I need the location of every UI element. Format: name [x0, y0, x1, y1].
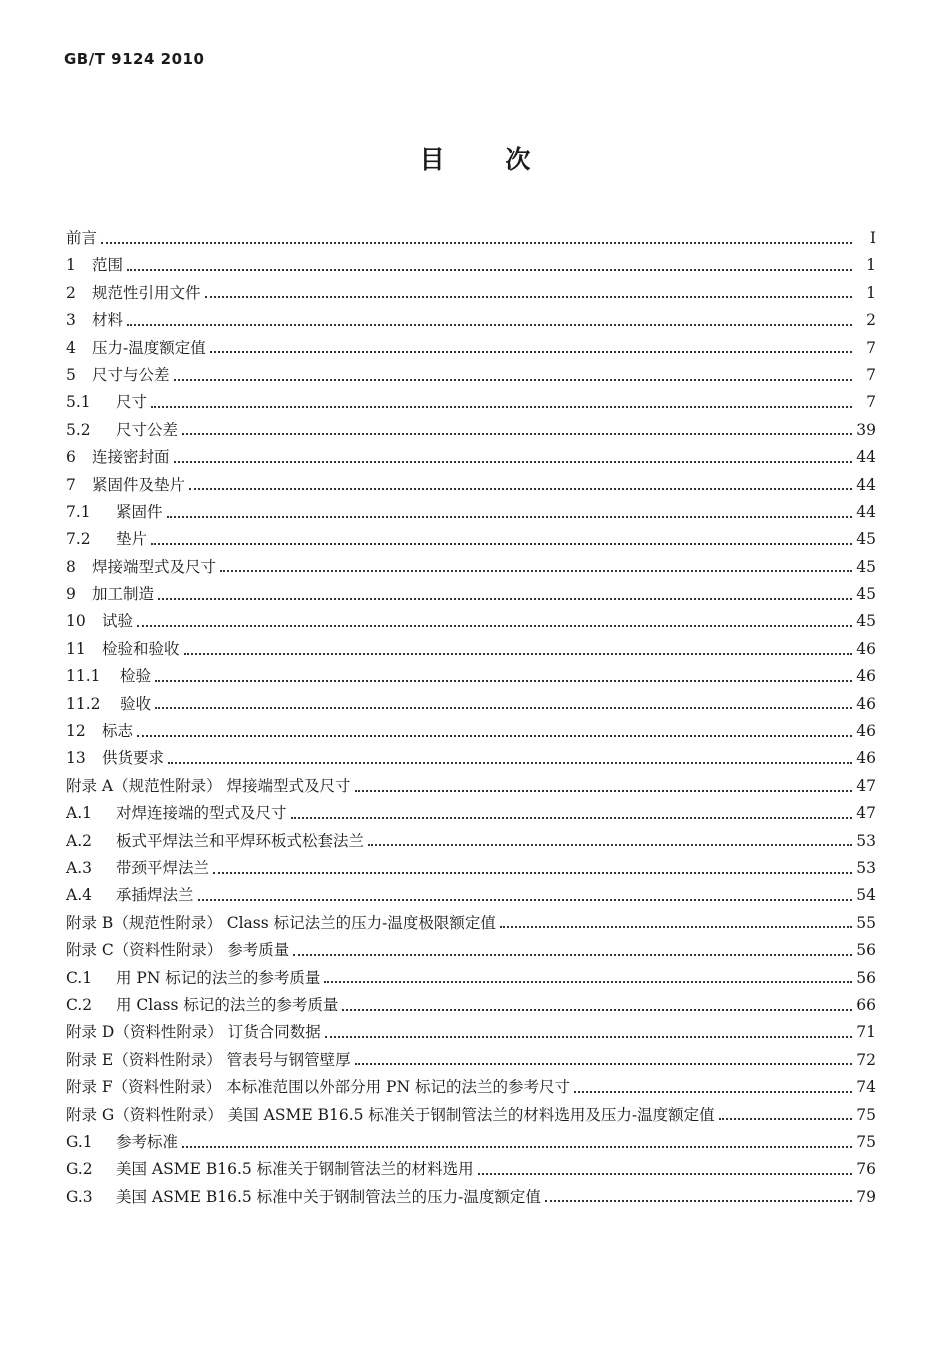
toc-entry[interactable]	[66, 992, 876, 1019]
toc-entry-page: 1	[866, 256, 876, 275]
toc-entry-page: 47	[856, 776, 876, 795]
toc-entry-label: 试验	[102, 612, 134, 631]
toc-entry-number: 5.2	[66, 420, 91, 439]
leader-dots	[293, 954, 852, 956]
title-char-2: 次	[505, 145, 531, 174]
toc-entry-page: 54	[856, 886, 876, 905]
leader-dots	[127, 324, 852, 326]
toc-entry-page: 47	[856, 804, 876, 823]
leader-dots	[189, 488, 852, 490]
toc-entry-label: 带颈平焊法兰	[116, 858, 210, 877]
toc-entry-label: 承插焊法兰	[116, 886, 194, 905]
leader-dots	[291, 817, 852, 819]
leader-dots	[368, 844, 852, 846]
toc-entry[interactable]	[66, 937, 876, 964]
toc-entry-number: 5.1	[66, 393, 91, 412]
toc-entry-page: 79	[856, 1187, 876, 1206]
toc-entry-page: 75	[856, 1132, 876, 1151]
toc-entry-label: 尺寸与公差	[92, 365, 170, 384]
toc-entry-number: 11	[66, 639, 86, 658]
toc-entry-number: 1	[66, 256, 76, 275]
toc-entry[interactable]	[66, 581, 876, 608]
toc-entry[interactable]	[66, 1184, 876, 1211]
toc-entry-label: 连接密封面	[92, 448, 170, 467]
toc-entry-label: 参考标准	[116, 1132, 179, 1151]
leader-dots	[355, 1063, 852, 1065]
toc-entry[interactable]	[66, 828, 876, 855]
toc-entry-label: 材料	[92, 311, 124, 330]
toc-entry-label: 尺寸公差	[116, 420, 179, 439]
toc-entry-page: 7	[866, 365, 876, 384]
leader-dots	[151, 406, 852, 408]
leader-dots	[137, 735, 852, 737]
toc-entry-label: 压力-温度额定值	[92, 338, 206, 357]
toc-entry[interactable]	[66, 608, 876, 635]
toc-entry-page: 44	[856, 475, 876, 494]
toc-entry-page: Ⅰ	[869, 229, 876, 247]
toc-entry-page: 39	[856, 420, 876, 439]
leader-dots	[205, 296, 852, 298]
toc-entry-label: 检验	[120, 667, 152, 686]
leader-dots	[155, 707, 852, 709]
toc-entry[interactable]	[66, 280, 876, 307]
toc-entry-page: 71	[856, 1023, 876, 1042]
toc-entry-number: C.2	[66, 995, 93, 1014]
toc-entry-page: 45	[856, 585, 876, 604]
toc-entry-page: 46	[856, 749, 876, 768]
toc-entry-page: 45	[856, 530, 876, 549]
toc-entry-page: 72	[856, 1050, 876, 1069]
toc-entry[interactable]	[66, 1074, 876, 1101]
table-of-contents	[66, 225, 876, 1211]
toc-entry-number: G.2	[66, 1160, 93, 1179]
toc-entry[interactable]	[66, 499, 876, 526]
toc-entry-number: 11.1	[66, 667, 101, 686]
toc-entry-label: 紧固件	[116, 502, 163, 521]
toc-entry[interactable]	[66, 1047, 876, 1074]
toc-entry[interactable]	[66, 252, 876, 279]
toc-entry-number: 13	[66, 749, 86, 768]
toc-entry-page: 76	[856, 1160, 876, 1179]
toc-entry-number: A.4	[66, 886, 92, 905]
toc-entry[interactable]	[66, 554, 876, 581]
leader-dots	[174, 461, 852, 463]
toc-entry[interactable]	[66, 745, 876, 772]
toc-entry-number: 9	[66, 585, 76, 604]
leader-dots	[198, 899, 852, 901]
toc-entry-number: 7	[66, 475, 76, 494]
toc-entry-label: 附录 E（资料性附录） 管表号与钢管壁厚	[66, 1050, 351, 1069]
toc-entry[interactable]	[66, 636, 876, 663]
page-title	[0, 140, 950, 176]
leader-dots	[325, 1036, 852, 1038]
toc-entry-label: 美国 ASME B16.5 标准中关于钢制管法兰的压力-温度额定值	[116, 1187, 541, 1206]
toc-entry[interactable]	[66, 800, 876, 827]
toc-entry-label: 紧固件及垫片	[92, 475, 186, 494]
toc-entry-page: 45	[856, 612, 876, 631]
toc-entry-label: 附录 F（资料性附录） 本标准范围以外部分用 PN 标记的法兰的参考尺寸	[66, 1078, 570, 1097]
toc-entry-label: 附录 D（资料性附录） 订货合同数据	[66, 1023, 321, 1042]
toc-entry-number: 7.1	[66, 502, 91, 521]
leader-dots	[182, 433, 852, 435]
toc-entry[interactable]	[66, 1102, 876, 1129]
leader-dots	[355, 790, 852, 792]
toc-entry-label: 对焊连接端的型式及尺寸	[116, 804, 287, 823]
toc-entry-label: 垫片	[116, 530, 148, 549]
toc-entry-label: 附录 G（资料性附录） 美国 ASME B16.5 标准关于钢制管法兰的材料选用及压力-温度额定值	[66, 1105, 715, 1124]
leader-dots	[324, 981, 852, 983]
toc-entry[interactable]	[66, 691, 876, 718]
toc-entry-number: G.1	[66, 1132, 93, 1151]
toc-entry-page: 2	[866, 311, 876, 330]
toc-entry-page: 46	[856, 694, 876, 713]
leader-dots	[151, 543, 852, 545]
toc-entry[interactable]	[66, 1156, 876, 1183]
leader-dots	[574, 1091, 852, 1093]
toc-entry-label: 加工制造	[92, 585, 155, 604]
toc-entry[interactable]	[66, 362, 876, 389]
toc-entry-label: 附录 C（资料性附录） 参考质量	[66, 941, 290, 960]
toc-entry[interactable]	[66, 773, 876, 800]
toc-entry-page: 53	[856, 858, 876, 877]
toc-entry-number: G.3	[66, 1187, 93, 1206]
toc-entry-label: 尺寸	[116, 393, 148, 412]
toc-entry-page: 45	[856, 557, 876, 576]
toc-entry-page: 44	[856, 448, 876, 467]
toc-entry-label: 用 Class 标记的法兰的参考质量	[116, 995, 339, 1014]
toc-entry[interactable]	[66, 910, 876, 937]
toc-entry[interactable]	[66, 417, 876, 444]
toc-entry-page: 56	[856, 968, 876, 987]
toc-entry[interactable]	[66, 335, 876, 362]
toc-entry[interactable]	[66, 663, 876, 690]
toc-entry[interactable]	[66, 225, 876, 252]
toc-entry-page: 46	[856, 722, 876, 741]
toc-entry-number: 4	[66, 338, 76, 357]
toc-entry-label: 焊接端型式及尺寸	[92, 557, 217, 576]
title-char-1: 目	[419, 145, 445, 174]
toc-entry-page: 46	[856, 639, 876, 658]
standard-code: GB/T 9124 2010	[64, 50, 205, 68]
leader-dots	[158, 598, 852, 600]
toc-entry-page: 55	[856, 913, 876, 932]
toc-entry-page: 53	[856, 831, 876, 850]
leader-dots	[182, 1146, 852, 1148]
toc-entry-page: 7	[866, 393, 876, 412]
leader-dots	[167, 516, 852, 518]
toc-entry-page: 56	[856, 941, 876, 960]
toc-entry-label: 附录 B（规范性附录） Class 标记法兰的压力-温度极限额定值	[66, 913, 496, 932]
toc-entry-page: 7	[866, 338, 876, 357]
leader-dots	[168, 762, 852, 764]
leader-dots	[174, 379, 852, 381]
toc-entry-label: 验收	[120, 694, 152, 713]
toc-entry-number: 6	[66, 448, 76, 467]
toc-entry-label: 标志	[102, 722, 134, 741]
toc-entry-label: 板式平焊法兰和平焊环板式松套法兰	[116, 831, 365, 850]
toc-entry[interactable]	[66, 472, 876, 499]
toc-entry-label: 规范性引用文件	[92, 283, 201, 302]
toc-entry-label: 范围	[92, 256, 124, 275]
toc-entry-page: 75	[856, 1105, 876, 1124]
toc-entry-number: 12	[66, 722, 86, 741]
leader-dots	[155, 680, 852, 682]
toc-entry-page: 66	[856, 995, 876, 1014]
toc-entry-label: 附录 A（规范性附录） 焊接端型式及尺寸	[66, 776, 351, 795]
toc-entry-page: 44	[856, 502, 876, 521]
leader-dots	[500, 926, 852, 928]
leader-dots	[137, 625, 852, 627]
toc-entry-number: 8	[66, 557, 76, 576]
toc-entry[interactable]	[66, 389, 876, 416]
toc-entry[interactable]	[66, 526, 876, 553]
toc-entry-number: 2	[66, 283, 76, 302]
leader-dots	[220, 570, 852, 572]
toc-entry[interactable]	[66, 718, 876, 745]
leader-dots	[213, 872, 852, 874]
toc-entry[interactable]	[66, 1129, 876, 1156]
toc-entry-label: 用 PN 标记的法兰的参考质量	[116, 968, 321, 987]
toc-entry[interactable]	[66, 444, 876, 471]
leader-dots	[342, 1009, 852, 1011]
toc-entry[interactable]	[66, 307, 876, 334]
toc-entry-label: 供货要求	[102, 749, 165, 768]
toc-entry-number: 11.2	[66, 694, 101, 713]
toc-entry-number: 10	[66, 612, 86, 631]
leader-dots	[478, 1173, 852, 1175]
toc-entry-number: 3	[66, 311, 76, 330]
leader-dots	[210, 351, 852, 353]
toc-entry-number: A.1	[66, 804, 92, 823]
toc-entry-number: A.2	[66, 831, 92, 850]
toc-entry-page: 46	[856, 667, 876, 686]
toc-entry-number: A.3	[66, 858, 92, 877]
leader-dots	[101, 242, 852, 244]
toc-entry[interactable]	[66, 1019, 876, 1046]
leader-dots	[545, 1200, 852, 1202]
toc-entry-page: 74	[856, 1078, 876, 1097]
toc-entry-number: 7.2	[66, 530, 91, 549]
toc-entry-number: 5	[66, 365, 76, 384]
toc-entry-label: 检验和验收	[102, 639, 180, 658]
toc-entry-number: C.1	[66, 968, 93, 987]
toc-entry[interactable]	[66, 882, 876, 909]
toc-entry-label: 前言	[66, 229, 98, 247]
leader-dots	[127, 269, 852, 271]
toc-entry-page: 1	[866, 283, 876, 302]
leader-dots	[719, 1118, 852, 1120]
leader-dots	[184, 653, 852, 655]
toc-entry-label: 美国 ASME B16.5 标准关于钢制管法兰的材料选用	[116, 1160, 474, 1179]
toc-entry[interactable]	[66, 855, 876, 882]
toc-entry[interactable]	[66, 965, 876, 992]
